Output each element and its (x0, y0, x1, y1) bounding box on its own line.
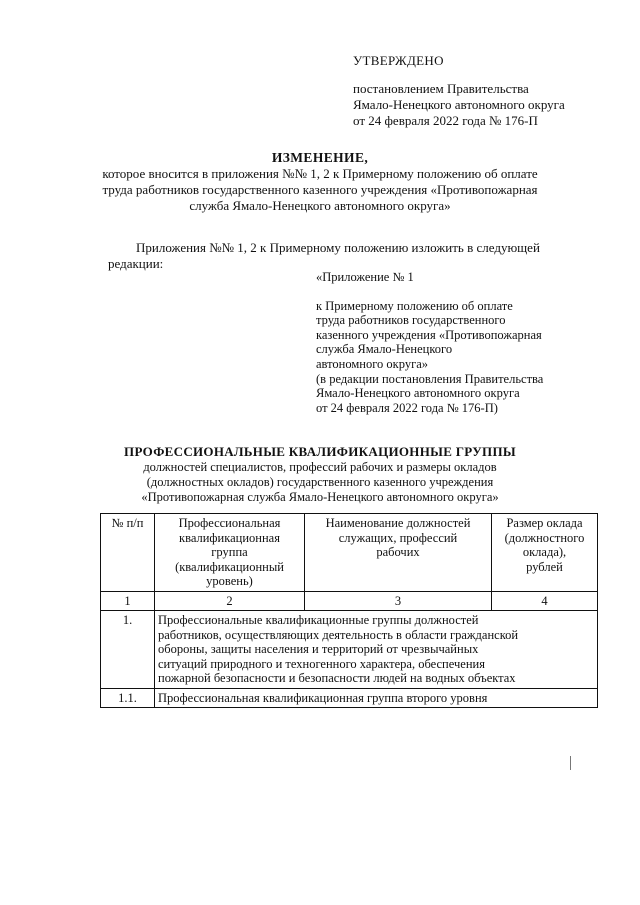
annex-block (316, 270, 543, 415)
amendment-subtitle-line: труда работников государственного казенного учреждения «Противопожарная (102, 182, 538, 197)
column-number-cell: 1 (101, 591, 155, 611)
annex-line: казенного учреждения «Противопожарная (316, 327, 542, 342)
header-cell-line: рублей (526, 559, 563, 574)
header-cell-positions (305, 514, 492, 592)
row-text-line: работников, осуществляющих деятельность в области гражданской (158, 627, 519, 642)
approval-line: постановлением Правительства (353, 81, 529, 96)
header-cell-line: (должностного (504, 530, 585, 545)
annex-line: служба Ямало-Ненецкого (316, 342, 453, 357)
row-text-line: обороны, защиты населения и территорий от чрезвычайных (158, 642, 479, 656)
section-title: ПРОФЕССИОНАЛЬНЫЕ КВАЛИФИКАЦИОННЫЕ ГРУППЫ (124, 444, 516, 459)
amendment-subtitle-line: служба Ямало-Ненецкого автономного округа» (189, 198, 451, 213)
table-row (101, 688, 598, 708)
annex-line: труда работников государственного (316, 313, 506, 328)
header-cell-line: служащих, профессий (338, 530, 458, 545)
table-row (101, 611, 598, 689)
row-text-line: пожарной безопасности и безопасности людей на водных объектах (158, 671, 516, 685)
header-cell-number (101, 514, 155, 592)
row-text-line: ситуаций природного и техногенного характера, обеспечения (158, 656, 485, 671)
row-text-line: Профессиональные квалификационные группы должностей (158, 613, 479, 627)
row-number-cell: 1. (101, 611, 155, 689)
section-subtitle (0, 460, 640, 505)
column-number-row (101, 591, 598, 611)
header-cell-line: уровень) (206, 574, 253, 588)
approval-heading: УТВЕРЖДЕНО (353, 53, 444, 68)
row-number-cell: 1.1. (101, 688, 155, 708)
section-subtitle-line: «Противопожарная служба Ямало-Ненецкого автономного округа» (141, 490, 499, 504)
section-subtitle-line: (должностных окладов) государственного казенного учреждения (146, 475, 494, 489)
row-text-line: Профессиональная квалификационная группа второго уровня (158, 690, 488, 705)
header-cell-group (155, 514, 305, 592)
amendment-title: ИЗМЕНЕНИЕ, (271, 150, 369, 165)
header-cell-line: № п/п (111, 516, 144, 530)
intro-paragraph (108, 240, 598, 272)
intro-line: Приложения №№ 1, 2 к Примерному положению изложить в следующей (136, 240, 540, 255)
header-cell-line: Наименование должностей (325, 516, 471, 530)
annex-line: автономного округа» (316, 356, 429, 371)
annex-line: (в редакции постановления Правительства (316, 371, 544, 386)
column-number-cell: 3 (305, 591, 492, 611)
row-text-cell (155, 688, 598, 708)
header-cell-line: Размер оклада (506, 516, 583, 530)
section-subtitle-line: должностей специалистов, профессий рабочих и размеры окладов (143, 460, 497, 474)
approval-block (353, 53, 565, 129)
column-number-cell: 4 (492, 591, 598, 611)
header-cell-line: Профессиональная (178, 516, 281, 530)
annex-line: к Примерному положению об оплате (316, 298, 513, 313)
row-text-cell (155, 611, 598, 689)
header-cell-line: (квалификационный (175, 559, 284, 574)
header-cell-line: рабочих (376, 545, 420, 559)
amendment-subtitle-line: которое вносится в приложения №№ 1, 2 к Примерному положению об оплате (102, 166, 538, 181)
header-cell-salary (492, 514, 598, 592)
column-number-cell: 2 (155, 591, 305, 611)
approval-line: от 24 февраля 2022 года № 176-П (353, 113, 538, 128)
amendment-subtitle (0, 166, 640, 214)
scan-mark (570, 756, 571, 770)
header-cell-line: оклада), (522, 545, 567, 559)
approval-line: Ямало-Ненецкого автономного округа (353, 97, 565, 112)
qualification-table (100, 513, 598, 708)
table-header-row (101, 514, 598, 592)
annex-heading: «Приложение № 1 (316, 270, 414, 284)
header-cell-line: квалификационная (179, 530, 280, 545)
annex-line: Ямало-Ненецкого автономного округа (316, 386, 520, 401)
header-cell-line: группа (211, 545, 248, 559)
intro-line: редакции: (108, 256, 164, 271)
annex-line: от 24 февраля 2022 года № 176-П) (316, 400, 498, 415)
